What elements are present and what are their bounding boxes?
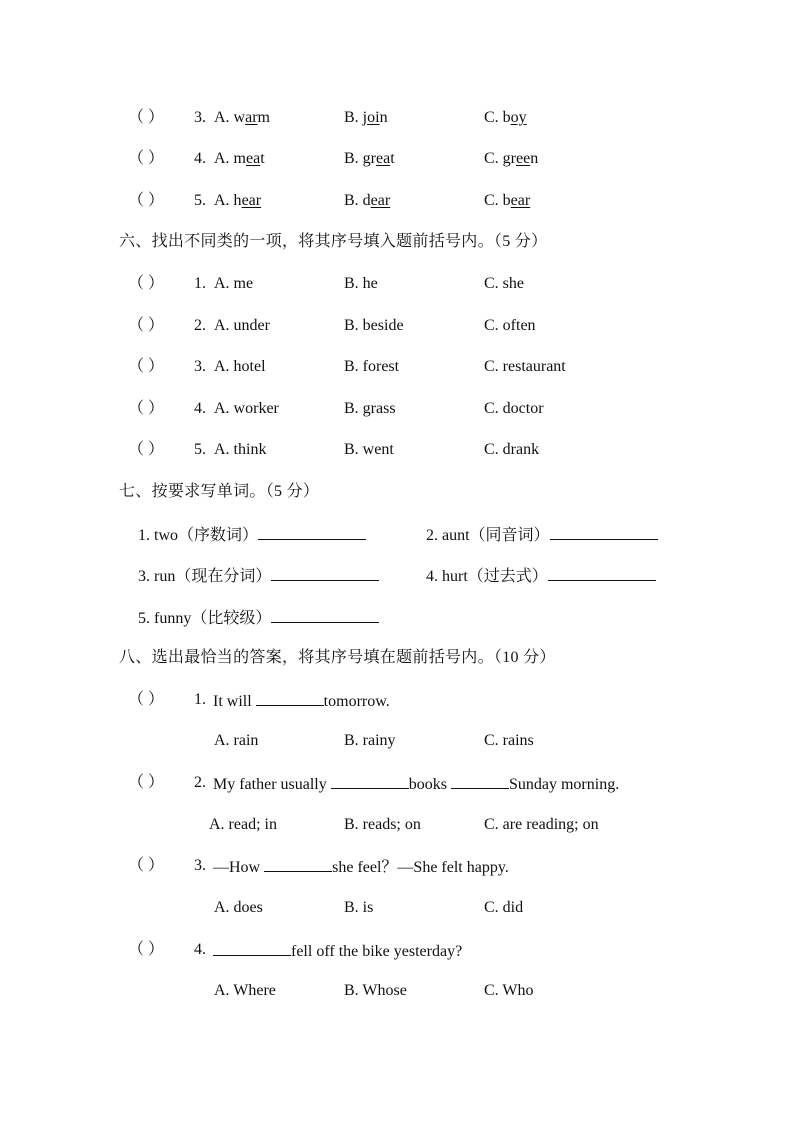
option-b: B. great	[344, 150, 395, 167]
answer-blank[interactable]	[213, 939, 291, 956]
option-b: B. Whose	[344, 982, 407, 999]
option-c: C. green	[484, 150, 539, 167]
option-a: A. rain	[214, 732, 259, 749]
option-c: C. she	[484, 275, 524, 292]
option-a: A. does	[214, 899, 263, 916]
answer-parens[interactable]: （ ）	[128, 317, 165, 334]
answer-parens[interactable]: （ ）	[128, 109, 165, 126]
section-6-heading: 六、找出不同类的一项，将其序号填入题前括号内。（5 分）	[119, 233, 548, 250]
word-task-2: 2. aunt（同音词）	[426, 523, 658, 547]
question-stem: It will tomorrow.	[213, 689, 390, 713]
option-a: A. under	[214, 317, 270, 334]
question-number: 3.	[194, 109, 206, 126]
option-c: C. did	[484, 899, 524, 916]
answer-blank[interactable]	[451, 772, 509, 789]
answer-parens[interactable]: （ ）	[128, 857, 165, 874]
question-number: 3.	[194, 358, 206, 375]
answer-parens[interactable]: （ ）	[128, 275, 165, 292]
option-b: B. forest	[344, 358, 400, 375]
answer-parens[interactable]: （ ）	[128, 400, 165, 417]
word-task-4: 4. hurt（过去式）	[426, 564, 656, 588]
option-a: A. think	[214, 441, 267, 458]
question-number: 4.	[194, 150, 206, 167]
option-b: B. he	[344, 275, 378, 292]
section-7-heading: 七、按要求写单词。（5 分）	[119, 483, 320, 500]
question-stem: —How she feel？—She felt happy.	[213, 855, 509, 879]
option-a: A. Where	[214, 982, 276, 999]
option-b: B. reads; on	[344, 816, 421, 833]
option-c: C. are reading; on	[484, 816, 599, 833]
answer-blank[interactable]	[331, 772, 409, 789]
question-number: 4.	[194, 941, 206, 958]
answer-parens[interactable]: （ ）	[128, 941, 165, 958]
option-b: B. dear	[344, 192, 391, 209]
question-number: 5.	[194, 192, 206, 209]
option-b: B. grass	[344, 400, 396, 417]
option-b: B. rainy	[344, 732, 396, 749]
question-number: 2.	[194, 317, 206, 334]
option-c: C. rains	[484, 732, 534, 749]
section-8-heading: 八、选出最恰当的答案，将其序号填在题前括号内。（10 分）	[119, 649, 556, 666]
option-b: B. is	[344, 899, 374, 916]
option-a: A. me	[214, 275, 254, 292]
question-number: 3.	[194, 857, 206, 874]
answer-parens[interactable]: （ ）	[128, 441, 165, 458]
answer-blank[interactable]	[550, 523, 658, 540]
question-number: 5.	[194, 441, 206, 458]
option-c: C. often	[484, 317, 536, 334]
question-stem: fell off the bike yesterday?	[213, 939, 462, 963]
answer-parens[interactable]: （ ）	[128, 150, 165, 167]
answer-blank[interactable]	[256, 689, 324, 706]
option-c: C. drank	[484, 441, 540, 458]
option-a: A. hear	[214, 192, 262, 209]
option-c: C. bear	[484, 192, 531, 209]
option-c: C. restaurant	[484, 358, 566, 375]
answer-parens[interactable]: （ ）	[128, 192, 165, 209]
option-b: B. join	[344, 109, 388, 126]
question-number: 1.	[194, 275, 206, 292]
answer-parens[interactable]: （ ）	[128, 774, 165, 791]
option-c: C. boy	[484, 109, 527, 126]
option-a: A. meat	[214, 150, 265, 167]
answer-blank[interactable]	[548, 564, 656, 581]
answer-parens[interactable]: （ ）	[128, 358, 165, 375]
answer-parens[interactable]: （ ）	[128, 691, 165, 708]
question-number: 2.	[194, 774, 206, 791]
answer-blank[interactable]	[258, 523, 366, 540]
option-a: A. warm	[214, 109, 270, 126]
question-number: 1.	[194, 691, 206, 708]
option-a: A. worker	[214, 400, 279, 417]
question-stem: My father usually books Sunday morning.	[213, 772, 619, 796]
option-a: A. hotel	[214, 358, 266, 375]
option-a: A. read; in	[209, 816, 277, 833]
word-task-3: 3. run（现在分词）	[138, 564, 379, 588]
answer-blank[interactable]	[271, 564, 379, 581]
option-b: B. went	[344, 441, 394, 458]
option-b: B. beside	[344, 317, 404, 334]
word-task-1: 1. two（序数词）	[138, 523, 366, 547]
answer-blank[interactable]	[264, 855, 332, 872]
option-c: C. Who	[484, 982, 534, 999]
question-number: 4.	[194, 400, 206, 417]
word-task-5: 5. funny（比较级）	[138, 606, 379, 630]
answer-blank[interactable]	[271, 606, 379, 623]
option-c: C. doctor	[484, 400, 544, 417]
